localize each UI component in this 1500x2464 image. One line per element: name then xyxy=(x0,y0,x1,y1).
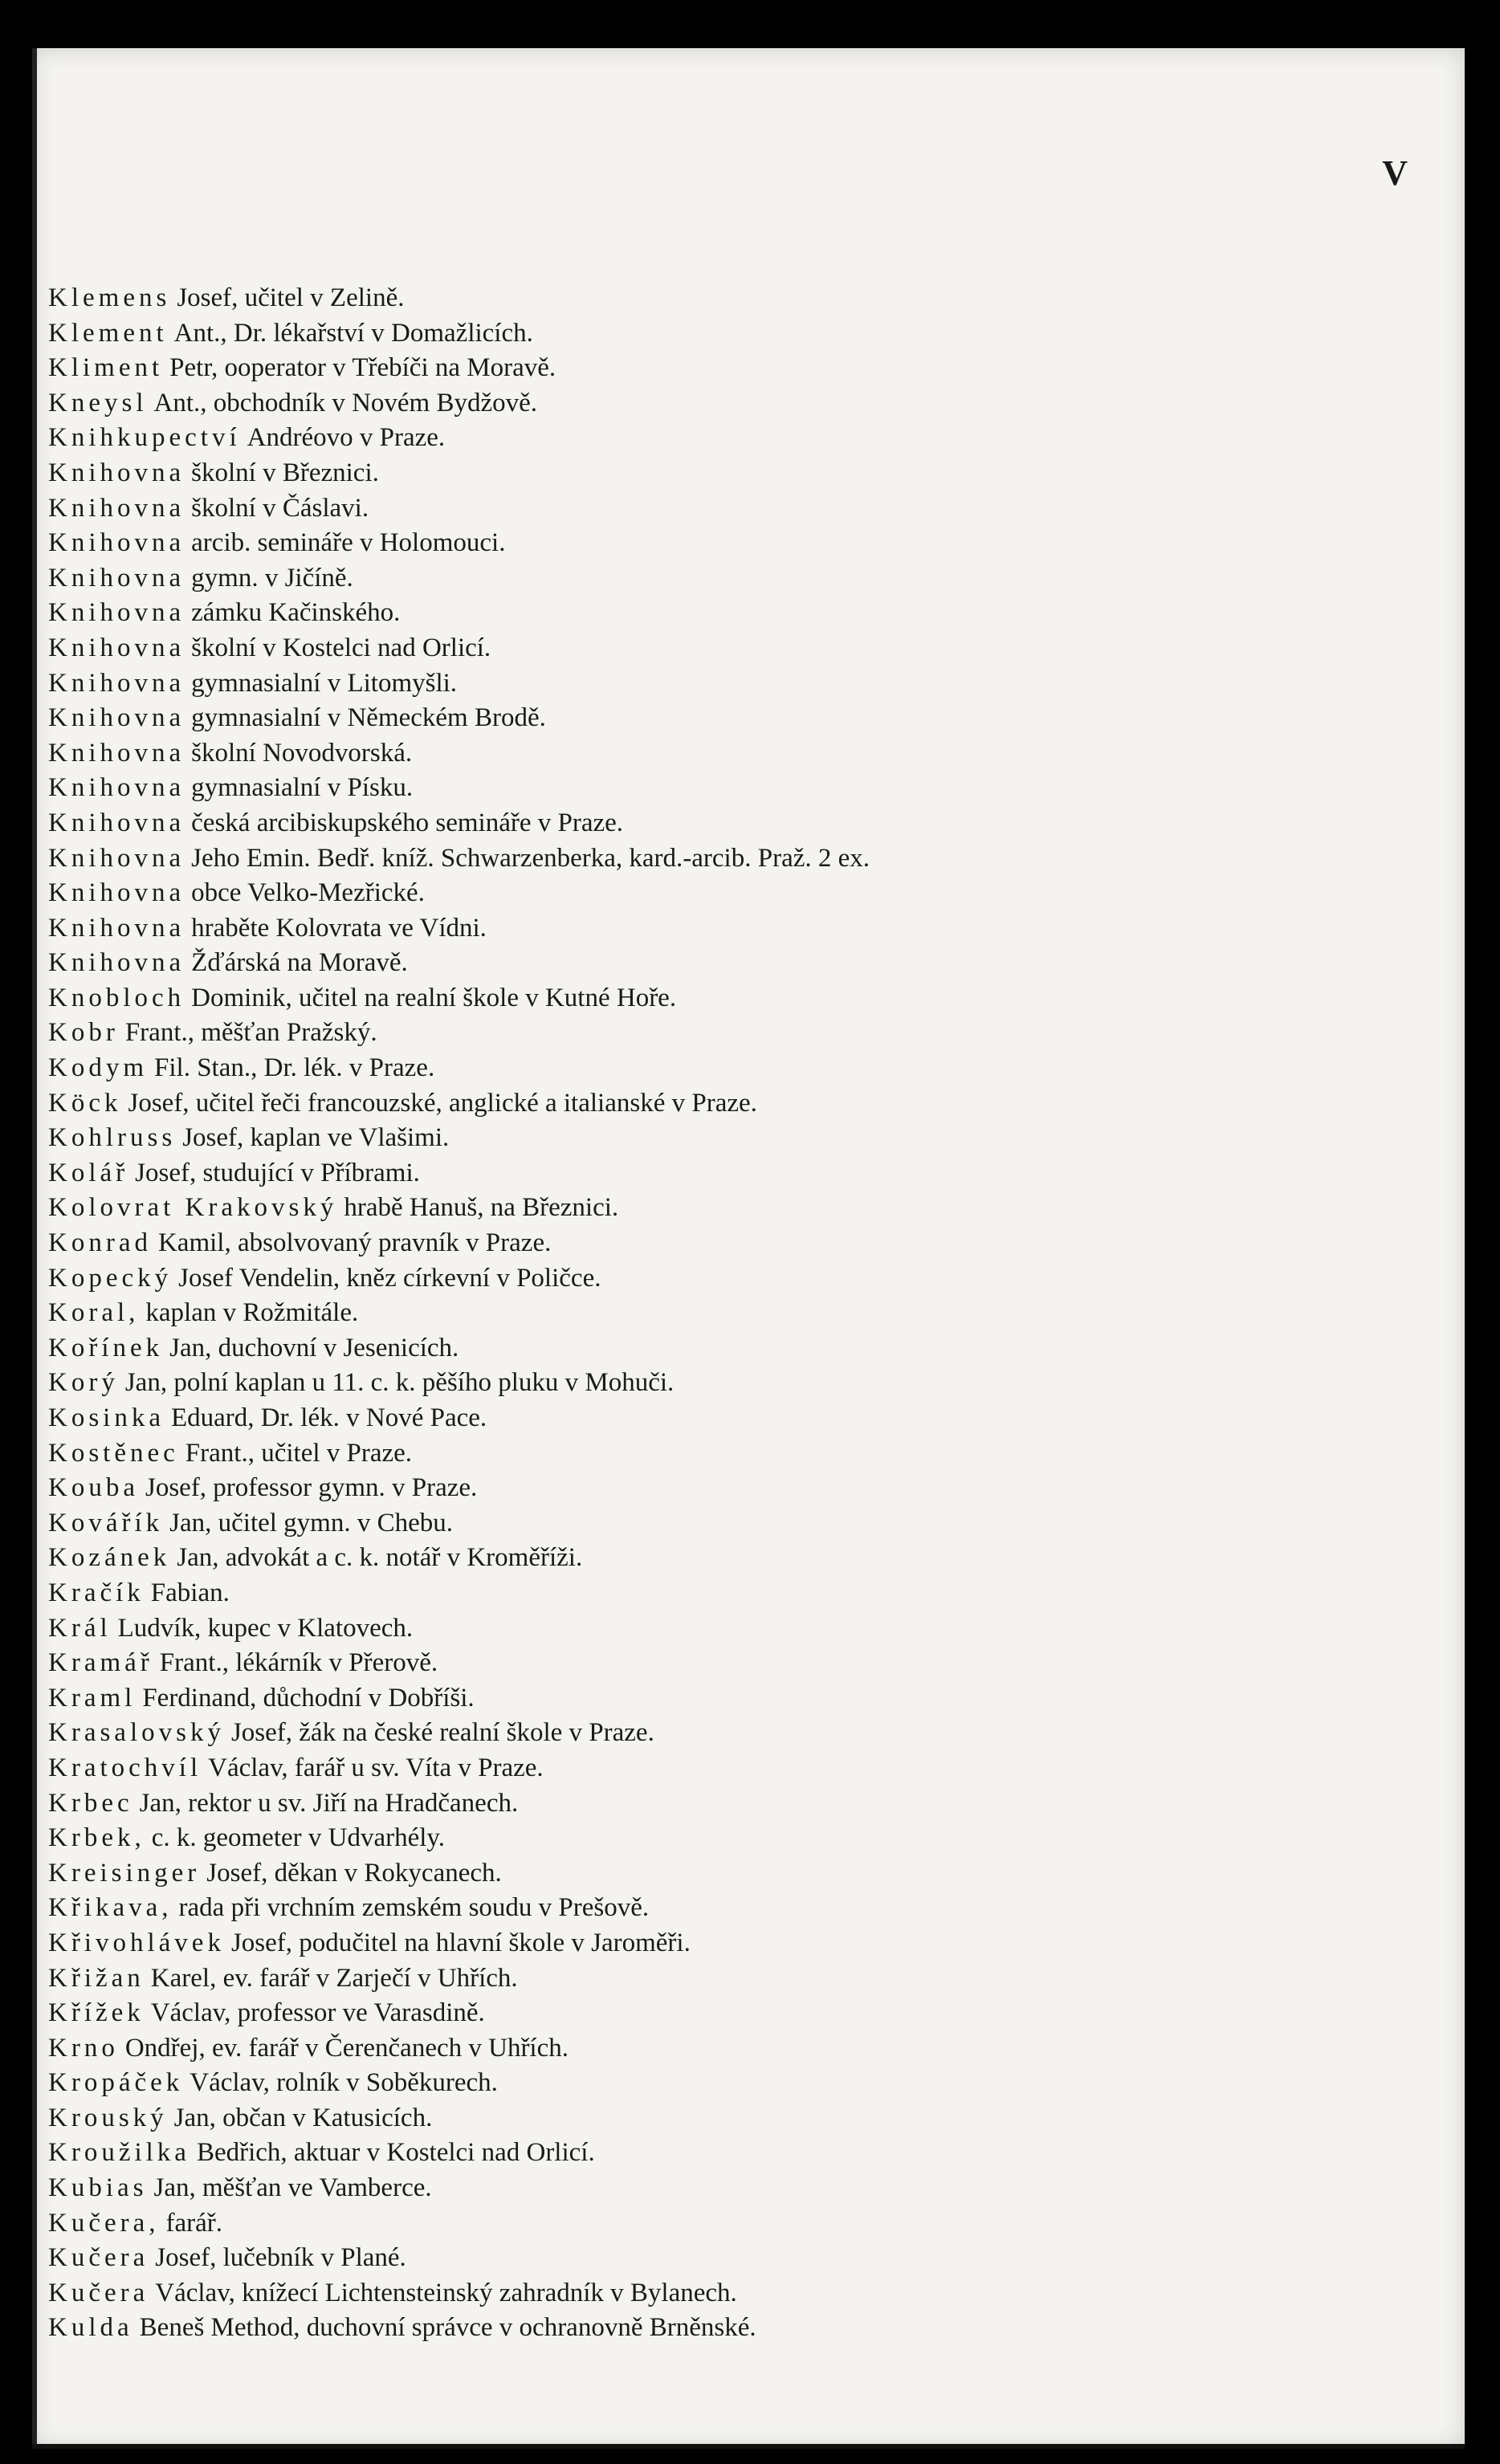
entry-description: Ondřej, ev. farář v Čerenčanech v Uhřích. xyxy=(124,2033,569,2063)
entry-description: Frant., měšťan Pražský. xyxy=(124,1018,377,1048)
entry-description: Petr, ooperator v Třebíči na Moravě. xyxy=(169,353,556,383)
list-item xyxy=(48,456,1413,491)
entry-description: Dominik, učitel na realní škole v Kutné Hoře. xyxy=(191,983,677,1012)
entry-description: farář. xyxy=(165,2208,223,2238)
document-page xyxy=(32,48,1465,2449)
entry-description: gymnasialní v Německém Brodě. xyxy=(191,703,546,733)
list-item xyxy=(48,2101,1413,2136)
entry-name: Knihovna xyxy=(48,948,185,978)
list-item xyxy=(48,1926,1413,1961)
entry-description: školní v Čáslavi. xyxy=(191,493,369,523)
entry-description: školní Novodvorská. xyxy=(191,738,413,768)
entry-name: Klement xyxy=(48,318,168,348)
entry-name: Krbek, xyxy=(48,1823,145,1853)
entry-name: Kulda xyxy=(48,2313,133,2343)
entry-name: Knobloch xyxy=(48,983,185,1012)
entry-description: Frant., lékárník v Přerově. xyxy=(159,1648,438,1678)
list-item xyxy=(48,491,1413,527)
entry-name: Knihovna xyxy=(48,563,185,593)
entry-name: Kořínek xyxy=(48,1333,164,1362)
list-item xyxy=(48,981,1413,1016)
entry-name: Köck xyxy=(48,1088,122,1118)
list-item xyxy=(48,1856,1413,1892)
list-item xyxy=(48,911,1413,947)
entry-description: Jan, měšťan ve Vamberce. xyxy=(153,2173,432,2203)
subscriber-list xyxy=(48,281,1413,2346)
entry-name: Klemens xyxy=(48,283,171,312)
entry-name: Knihovna xyxy=(48,528,185,558)
entry-description: rada při vrchním zemském soudu v Prešově. xyxy=(178,1893,650,1923)
list-item xyxy=(48,1961,1413,1997)
entry-description: Beneš Method, duchovní správce v ochranovně Brněnské. xyxy=(139,2313,756,2343)
list-item xyxy=(48,736,1413,772)
entry-description: gymn. v Jičíně. xyxy=(191,563,353,593)
entry-name: Knihovna xyxy=(48,738,185,768)
list-item xyxy=(48,526,1413,561)
entry-name: Knihovna xyxy=(48,668,185,698)
list-item xyxy=(48,1786,1413,1822)
list-item xyxy=(48,1121,1413,1156)
entry-name: Kopecký xyxy=(48,1263,173,1293)
list-item xyxy=(48,351,1413,386)
entry-name: Kouba xyxy=(48,1473,139,1503)
list-item xyxy=(48,806,1413,841)
entry-description: obce Velko-Mezřické. xyxy=(191,878,425,908)
entry-description: Ant., Dr. lékařství v Domažlicích. xyxy=(173,318,533,348)
page-left-edge xyxy=(32,48,37,2449)
entry-description: česká arcibiskupského semináře v Praze. xyxy=(191,808,624,837)
list-item xyxy=(48,1191,1413,1226)
entry-name: Kramář xyxy=(48,1648,153,1678)
entry-description: Fil. Stan., Dr. lék. v Praze. xyxy=(154,1053,435,1083)
entry-description: kaplan v Rožmitále. xyxy=(145,1298,359,1328)
entry-name: Knihovna xyxy=(48,843,185,873)
entry-description: hraběte Kolovrata ve Vídni. xyxy=(191,913,487,943)
entry-description: gymnasialní v Písku. xyxy=(191,773,414,803)
entry-name: Kostěnec xyxy=(48,1438,179,1468)
entry-description: Josef, děkan v Rokycanech. xyxy=(206,1858,502,1888)
entry-description: Jan, polní kaplan u 11. c. k. pěšího pluku v Mohuči. xyxy=(124,1368,675,1398)
list-item xyxy=(48,701,1413,736)
entry-name: Křižan xyxy=(48,1963,145,1993)
entry-name: Kraml xyxy=(48,1683,137,1713)
list-item xyxy=(48,1261,1413,1297)
entry-description: Bedřich, aktuar v Kostelci nad Orlicí. xyxy=(196,2138,595,2168)
entry-description: zámku Kačinského. xyxy=(191,598,401,628)
entry-name: Kreisinger xyxy=(48,1858,201,1888)
list-item xyxy=(48,1051,1413,1086)
entry-name: Knihovna xyxy=(48,913,185,943)
list-item xyxy=(48,1821,1413,1856)
list-item xyxy=(48,1436,1413,1472)
page-bottom-edge xyxy=(32,2444,1465,2449)
list-item xyxy=(48,2031,1413,2067)
list-item xyxy=(48,1016,1413,1051)
list-item xyxy=(48,1716,1413,1751)
entry-description: hrabě Hanuš, na Březnici. xyxy=(344,1193,619,1223)
entry-name: Kliment xyxy=(48,353,164,383)
list-item xyxy=(48,666,1413,702)
list-item xyxy=(48,1506,1413,1542)
entry-description: arcib. semináře v Holomouci. xyxy=(191,528,506,558)
list-item xyxy=(48,1611,1413,1647)
entry-name: Křížek xyxy=(48,1998,145,2028)
entry-description: Jan, duchovní v Jesenicích. xyxy=(169,1333,459,1362)
entry-description: Jan, advokát a c. k. notář v Kroměříži. xyxy=(177,1543,583,1573)
entry-name: Kračík xyxy=(48,1578,145,1607)
entry-description: Josef, učitel řeči francouzské, anglické a italianské v Praze. xyxy=(128,1088,757,1118)
list-item xyxy=(48,2241,1413,2276)
entry-description: Václav, knížecí Lichtensteinský zahradník v Bylanech. xyxy=(155,2278,737,2307)
list-item xyxy=(48,1226,1413,1261)
list-item xyxy=(48,2136,1413,2171)
entry-name: Knihovna xyxy=(48,598,185,628)
list-item xyxy=(48,1751,1413,1786)
entry-description: Václav, professor ve Varasdině. xyxy=(150,1998,485,2028)
entry-name: Kubias xyxy=(48,2173,148,2203)
list-item xyxy=(48,631,1413,666)
entry-name: Knihovna xyxy=(48,493,185,523)
entry-description: Josef Vendelin, kněz církevní v Poličce. xyxy=(178,1263,601,1293)
entry-description: Josef, professor gymn. v Praze. xyxy=(145,1473,478,1503)
entry-description: Josef, žák na české realní škole v Praze. xyxy=(230,1718,654,1748)
entry-name: Konrad xyxy=(48,1228,152,1258)
list-item xyxy=(48,1576,1413,1611)
list-item xyxy=(48,1891,1413,1926)
entry-description: školní v Březnici. xyxy=(191,458,379,487)
entry-name: Kneysl xyxy=(48,388,148,417)
list-item xyxy=(48,1996,1413,2031)
entry-description: Žďárská na Moravě. xyxy=(191,948,408,978)
list-item xyxy=(48,946,1413,981)
entry-description: Fabian. xyxy=(150,1578,230,1607)
entry-description: Josef, studující v Příbrami. xyxy=(135,1158,420,1187)
entry-description: Josef, podučitel na hlavní škole v Jaroměři. xyxy=(230,1928,691,1957)
page-signature-letter: V xyxy=(1382,153,1408,193)
list-item xyxy=(48,1156,1413,1191)
entry-description: Frant., učitel v Praze. xyxy=(185,1438,413,1468)
list-item xyxy=(48,561,1413,597)
entry-name: Kovářík xyxy=(48,1508,164,1537)
entry-name: Král xyxy=(48,1613,112,1643)
entry-description: Josef, učitel v Zelině. xyxy=(177,283,405,312)
entry-description: c. k. geometer v Udvarhély. xyxy=(151,1823,446,1853)
entry-description: Jeho Emin. Bedř. kníž. Schwarzenberka, kard.-arcib. Praž. 2 ex. xyxy=(191,843,870,873)
entry-description: školní v Kostelci nad Orlicí. xyxy=(191,633,491,662)
entry-description: Ferdinand, důchodní v Dobříši. xyxy=(142,1683,475,1713)
entry-name: Kohlruss xyxy=(48,1123,177,1153)
entry-name: Kolovrat Krakovský xyxy=(48,1193,338,1223)
entry-description: Andréovo v Praze. xyxy=(247,423,446,453)
entry-description: Eduard, Dr. lék. v Nové Pace. xyxy=(171,1403,487,1432)
entry-name: Knihovna xyxy=(48,878,185,908)
entry-name: Kolář xyxy=(48,1158,129,1187)
entry-name: Kosinka xyxy=(48,1403,165,1432)
list-item xyxy=(48,841,1413,877)
list-item xyxy=(48,2171,1413,2206)
list-item xyxy=(48,316,1413,352)
list-item xyxy=(48,2276,1413,2311)
entry-description: gymnasialní v Litomyšli. xyxy=(191,668,458,698)
entry-name: Krno xyxy=(48,2033,119,2063)
list-item xyxy=(48,1296,1413,1331)
list-item xyxy=(48,2066,1413,2101)
list-item xyxy=(48,596,1413,631)
entry-description: Karel, ev. farář v Zarječí v Uhřích. xyxy=(150,1963,518,1993)
entry-description: Kamil, absolvovaný pravník v Praze. xyxy=(157,1228,552,1258)
entry-name: Kučera xyxy=(48,2278,149,2307)
list-item xyxy=(48,1086,1413,1122)
entry-name: Kroužilka xyxy=(48,2138,190,2168)
list-item xyxy=(48,1681,1413,1717)
entry-name: Kobr xyxy=(48,1018,119,1048)
list-item xyxy=(48,281,1413,316)
list-item xyxy=(48,1366,1413,1401)
entry-name: Křivohlávek xyxy=(48,1928,225,1957)
entry-description: Ludvík, kupec v Klatovech. xyxy=(117,1613,414,1643)
list-item xyxy=(48,2311,1413,2346)
entry-name: Krasalovský xyxy=(48,1718,225,1748)
list-item xyxy=(48,2206,1413,2242)
list-item xyxy=(48,386,1413,422)
entry-name: Kropáček xyxy=(48,2068,184,2098)
entry-name: Krbec xyxy=(48,1788,133,1818)
entry-name: Krouský xyxy=(48,2103,168,2132)
entry-description: Josef, lučebník v Plané. xyxy=(155,2243,406,2273)
entry-name: Korý xyxy=(48,1368,119,1398)
list-item xyxy=(48,771,1413,806)
entry-name: Knihovna xyxy=(48,703,185,733)
list-item xyxy=(48,876,1413,911)
entry-name: Knihkupectví xyxy=(48,423,241,453)
entry-name: Kučera, xyxy=(48,2208,160,2238)
entry-description: Josef, kaplan ve Vlašimi. xyxy=(182,1123,450,1153)
entry-description: Jan, rektor u sv. Jiří na Hradčanech. xyxy=(139,1788,519,1818)
entry-description: Václav, farář u sv. Víta v Praze. xyxy=(208,1753,544,1782)
entry-name: Kratochvíl xyxy=(48,1753,202,1782)
entry-description: Jan, občan v Katusicích. xyxy=(173,2103,433,2132)
entry-name: Kodym xyxy=(48,1053,148,1083)
list-item xyxy=(48,1541,1413,1576)
entry-description: Jan, učitel gymn. v Chebu. xyxy=(169,1508,454,1537)
entry-name: Křikava, xyxy=(48,1893,173,1923)
entry-name: Kozánek xyxy=(48,1543,171,1573)
list-item xyxy=(48,1646,1413,1681)
entry-name: Knihovna xyxy=(48,633,185,662)
list-item xyxy=(48,1401,1413,1436)
entry-description: Václav, rolník v Soběkurech. xyxy=(190,2068,498,2098)
entry-name: Knihovna xyxy=(48,808,185,837)
entry-name: Knihovna xyxy=(48,458,185,487)
entry-description: Ant., obchodník v Novém Bydžově. xyxy=(153,388,538,417)
entry-name: Knihovna xyxy=(48,773,185,803)
list-item xyxy=(48,1331,1413,1366)
entry-name: Kučera xyxy=(48,2243,149,2273)
entry-name: Koral, xyxy=(48,1298,140,1328)
list-item xyxy=(48,421,1413,456)
list-item xyxy=(48,1471,1413,1506)
